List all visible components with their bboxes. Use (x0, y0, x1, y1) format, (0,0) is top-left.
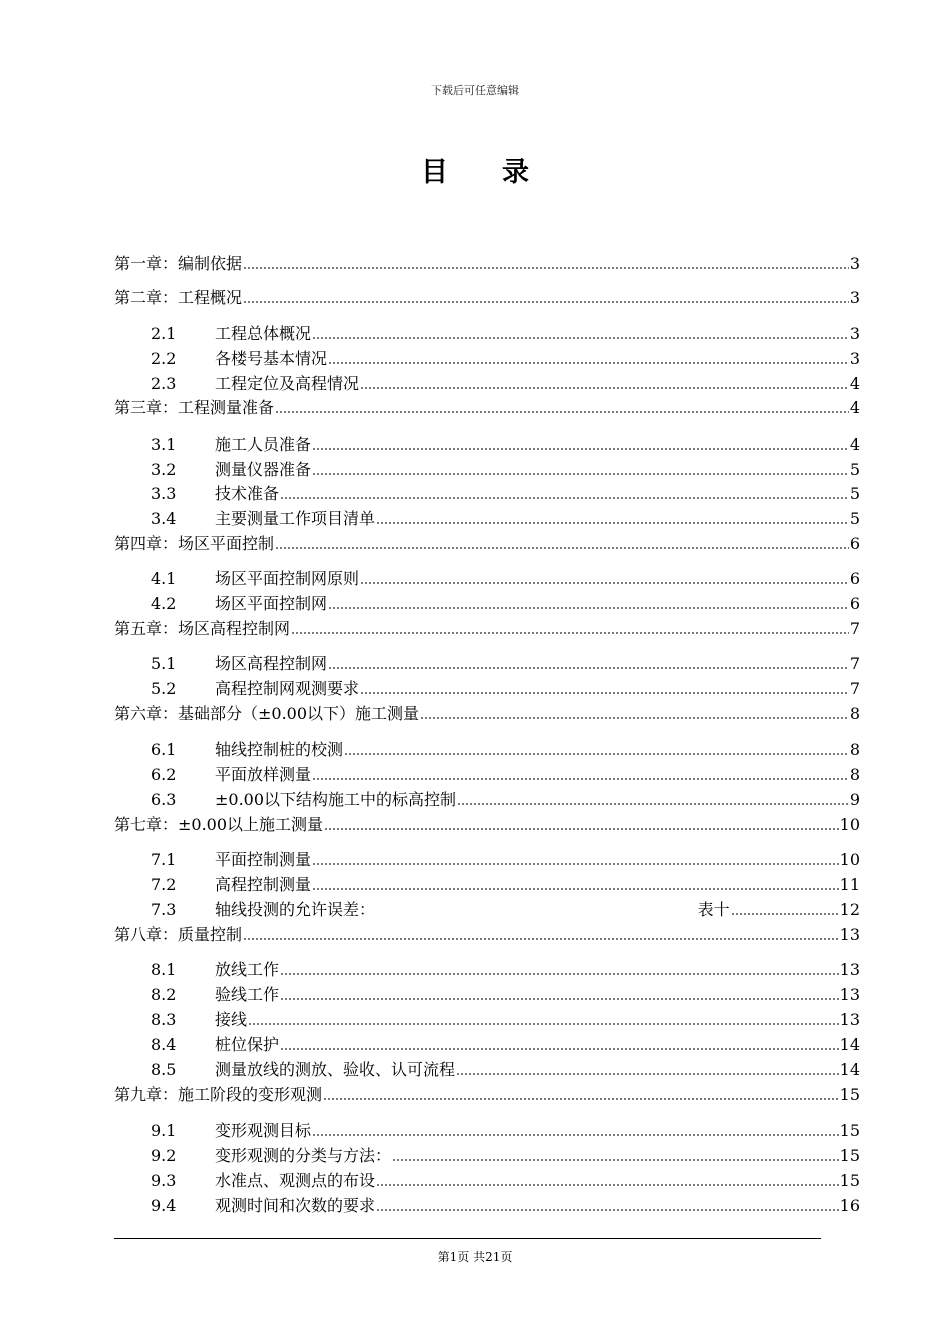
toc-section-entry[interactable] (151, 508, 860, 530)
toc-entry-text: 场区平面控制网原则 (215, 569, 360, 588)
toc-section-number: 5.1 (151, 654, 177, 673)
toc-entry-text: 测量放线的测放、验收、认可流程 (215, 1060, 456, 1079)
toc-dot-leader (312, 877, 839, 893)
toc-entry-text: 第九章：施工阶段的变形观测 (114, 1085, 323, 1104)
toc-section-number: 3.4 (151, 509, 177, 528)
toc-dot-leader (280, 987, 839, 1003)
toc-dot-leader (376, 1198, 839, 1214)
toc-section-entry[interactable] (151, 984, 860, 1006)
toc-section-number: 4.2 (151, 594, 177, 613)
toc-dot-leader (275, 400, 849, 416)
toc-dot-leader (280, 962, 839, 978)
toc-entry-text: 第六章：基础部分（±0.00以下）施工测量 (114, 704, 420, 723)
toc-section-entry[interactable] (151, 1195, 860, 1217)
toc-dot-leader (328, 596, 849, 612)
toc-dot-leader (360, 571, 849, 587)
toc-page-number: 16 (839, 1196, 860, 1215)
toc-chapter-entry[interactable] (114, 618, 860, 640)
toc-section-entry[interactable] (151, 764, 860, 786)
toc-section-entry[interactable] (151, 739, 860, 761)
toc-section-number: 2.3 (151, 374, 177, 393)
toc-dot-leader (243, 290, 849, 306)
toc-page-number: 14 (839, 1060, 860, 1079)
toc-entry-text: 验线工作 (215, 985, 280, 1004)
toc-section-entry[interactable] (151, 874, 860, 896)
toc-entry-text: 高程控制测量 (215, 875, 312, 894)
toc-section-number: 4.1 (151, 569, 177, 588)
toc-page-number: 13 (839, 1010, 860, 1029)
toc-section-entry[interactable] (151, 678, 860, 700)
toc-page-number: 13 (839, 985, 860, 1004)
toc-entry-text: 接线 (215, 1010, 248, 1029)
toc-section-number: 3.3 (151, 484, 177, 503)
toc-section-number: 5.2 (151, 679, 177, 698)
toc-section-entry[interactable] (151, 1034, 860, 1056)
toc-section-number: 2.2 (151, 349, 177, 368)
toc-page-number: 8 (849, 740, 860, 759)
toc-section-number: 9.3 (151, 1171, 177, 1190)
toc-chapter-entry[interactable] (114, 287, 860, 309)
toc-section-number: 8.1 (151, 960, 177, 979)
toc-page-number: 3 (849, 324, 860, 343)
toc-page-number: 15 (839, 1171, 860, 1190)
toc-dot-leader (248, 1012, 839, 1028)
toc-dot-leader (291, 621, 849, 637)
toc-section-entry[interactable] (151, 459, 860, 481)
toc-section-number: 6.2 (151, 765, 177, 784)
toc-page-number: 3 (849, 288, 860, 307)
toc-dot-leader (360, 376, 849, 392)
toc-section-number: 7.3 (151, 900, 177, 919)
toc-entry-text: 变形观测目标 (215, 1121, 312, 1140)
toc-section-entry[interactable] (151, 373, 860, 395)
toc-entry-text: 第八章：质量控制 (114, 925, 243, 944)
toc-section-number: 2.1 (151, 324, 177, 343)
toc-page-number: 11 (839, 875, 860, 894)
toc-chapter-entry[interactable] (114, 253, 860, 275)
toc-section-number: 3.2 (151, 460, 177, 479)
toc-section-entry[interactable] (151, 849, 860, 871)
toc-dot-leader (312, 852, 839, 868)
toc-page-number: 9 (849, 790, 860, 809)
toc-entry-text: 轴线投测的允许误差： (215, 900, 376, 919)
footer-divider (114, 1238, 821, 1239)
toc-section-entry[interactable] (151, 653, 860, 675)
toc-section-number: 9.1 (151, 1121, 177, 1140)
toc-page-number: 13 (839, 925, 860, 944)
toc-dot-leader (312, 767, 849, 783)
toc-section-number: 8.4 (151, 1035, 177, 1054)
toc-page-number: 7 (849, 679, 860, 698)
toc-entry-text: 平面控制测量 (215, 850, 312, 869)
toc-entry-text: 变形观测的分类与方法： (215, 1146, 392, 1165)
toc-page-number: 15 (839, 1121, 860, 1140)
header-note: 下载后可任意编辑 (431, 84, 519, 97)
toc-entry-extra-text: 表十 (697, 900, 730, 919)
toc-dot-leader (731, 902, 839, 918)
toc-section-entry[interactable] (151, 899, 860, 921)
toc-entry-text: 轴线控制桩的校测 (215, 740, 344, 759)
toc-section-number: 8.5 (151, 1060, 177, 1079)
toc-dot-leader (328, 351, 849, 367)
toc-entry-text: 各楼号基本情况 (215, 349, 328, 368)
toc-entry-text: 第二章：工程概况 (114, 288, 243, 307)
toc-page-number: 5 (849, 484, 860, 503)
toc-page-number: 5 (849, 460, 860, 479)
toc-dot-leader (312, 462, 849, 478)
toc-page-number: 3 (849, 254, 860, 273)
toc-page-number: 12 (839, 900, 860, 919)
toc-page-number: 13 (839, 960, 860, 979)
toc-entry-text: 第五章：场区高程控制网 (114, 619, 291, 638)
toc-section-entry[interactable] (151, 323, 860, 345)
toc-section-number: 6.1 (151, 740, 177, 759)
toc-page-number: 8 (849, 704, 860, 723)
toc-page-number: 5 (849, 509, 860, 528)
toc-section-entry[interactable] (151, 483, 860, 505)
toc-dot-leader (457, 792, 849, 808)
toc-entry-text: 高程控制网观测要求 (215, 679, 360, 698)
toc-page-number: 15 (839, 1085, 860, 1104)
toc-section-entry[interactable] (151, 1059, 860, 1081)
toc-chapter-entry[interactable] (114, 924, 860, 946)
toc-section-entry[interactable] (151, 1145, 860, 1167)
toc-section-number: 9.2 (151, 1146, 177, 1165)
toc-section-number: 3.1 (151, 435, 177, 454)
toc-section-entry[interactable] (151, 1170, 860, 1192)
toc-section-number: 7.2 (151, 875, 177, 894)
toc-section-entry[interactable] (151, 568, 860, 590)
toc-entry-text: ±0.00以下结构施工中的标高控制 (215, 790, 457, 809)
toc-page-number: 8 (849, 765, 860, 784)
toc-section-number: 9.4 (151, 1196, 177, 1215)
toc-section-entry[interactable] (151, 1009, 860, 1031)
toc-entry-text: 场区高程控制网 (215, 654, 328, 673)
toc-dot-leader (328, 656, 849, 672)
toc-dot-leader (280, 486, 849, 502)
toc-page-number: 3 (849, 349, 860, 368)
toc-dot-leader (275, 536, 849, 552)
toc-chapter-entry[interactable] (114, 1084, 860, 1106)
toc-section-entry[interactable] (151, 1120, 860, 1142)
toc-entry-text: 场区平面控制网 (215, 594, 328, 613)
toc-section-number: 6.3 (151, 790, 177, 809)
toc-entry-text: 测量仪器准备 (215, 460, 312, 479)
toc-title: 目录 (421, 157, 583, 188)
toc-section-number: 7.1 (151, 850, 177, 869)
toc-entry-text: 工程总体概况 (215, 324, 312, 343)
toc-section-entry[interactable] (151, 434, 860, 456)
toc-dot-leader (360, 681, 849, 697)
toc-entry-text: 桩位保护 (215, 1035, 280, 1054)
toc-entry-text: 工程定位及高程情况 (215, 374, 360, 393)
toc-entry-text: 观测时间和次数的要求 (215, 1196, 376, 1215)
toc-entry-text: 技术准备 (215, 484, 280, 503)
toc-page-number: 6 (849, 534, 860, 553)
toc-page-number: 7 (849, 619, 860, 638)
toc-dot-leader (312, 437, 849, 453)
toc-dot-leader (376, 1173, 839, 1189)
toc-entry-text: 施工人员准备 (215, 435, 312, 454)
toc-page-number: 6 (849, 594, 860, 613)
toc-section-number: 8.2 (151, 985, 177, 1004)
toc-chapter-entry[interactable] (114, 533, 860, 555)
toc-dot-leader (324, 817, 839, 833)
toc-dot-leader (376, 511, 849, 527)
toc-section-entry[interactable] (151, 348, 860, 370)
toc-page-number: 7 (849, 654, 860, 673)
toc-entry-text: 第四章：场区平面控制 (114, 534, 275, 553)
toc-entry-text: 第一章：编制依据 (114, 254, 243, 273)
toc-chapter-entry[interactable] (114, 703, 860, 725)
toc-chapter-entry[interactable] (114, 814, 860, 836)
toc-section-number: 8.3 (151, 1010, 177, 1029)
footer-page-count: 第1页 共21页 (437, 1250, 513, 1264)
toc-chapter-entry[interactable] (114, 397, 860, 419)
toc-page-number: 4 (849, 398, 860, 417)
toc-page-number: 6 (849, 569, 860, 588)
toc-dot-leader (312, 1123, 839, 1139)
toc-dot-leader (392, 1148, 839, 1164)
toc-entry-text: 第三章：工程测量准备 (114, 398, 275, 417)
toc-section-entry[interactable] (151, 593, 860, 615)
toc-section-entry[interactable] (151, 789, 860, 811)
toc-entry-text: 水准点、观测点的布设 (215, 1171, 376, 1190)
toc-page-number: 4 (849, 374, 860, 393)
toc-page-number: 10 (839, 815, 860, 834)
toc-page-number: 15 (839, 1146, 860, 1165)
toc-dot-leader (420, 706, 849, 722)
toc-dot-leader (243, 927, 839, 943)
toc-dot-leader (344, 742, 849, 758)
toc-page-number: 10 (839, 850, 860, 869)
toc-entry-text: 放线工作 (215, 960, 280, 979)
toc-section-entry[interactable] (151, 959, 860, 981)
toc-dot-leader (280, 1037, 839, 1053)
toc-page-number: 4 (849, 435, 860, 454)
toc-entry-text: 平面放样测量 (215, 765, 312, 784)
toc-entry-text: 第七章：±0.00以上施工测量 (114, 815, 324, 834)
toc-entry-text: 主要测量工作项目清单 (215, 509, 376, 528)
toc-dot-leader (323, 1087, 839, 1103)
toc-dot-leader (312, 326, 849, 342)
toc-page-number: 14 (839, 1035, 860, 1054)
toc-dot-leader (456, 1062, 839, 1078)
toc-dot-leader (243, 256, 849, 272)
